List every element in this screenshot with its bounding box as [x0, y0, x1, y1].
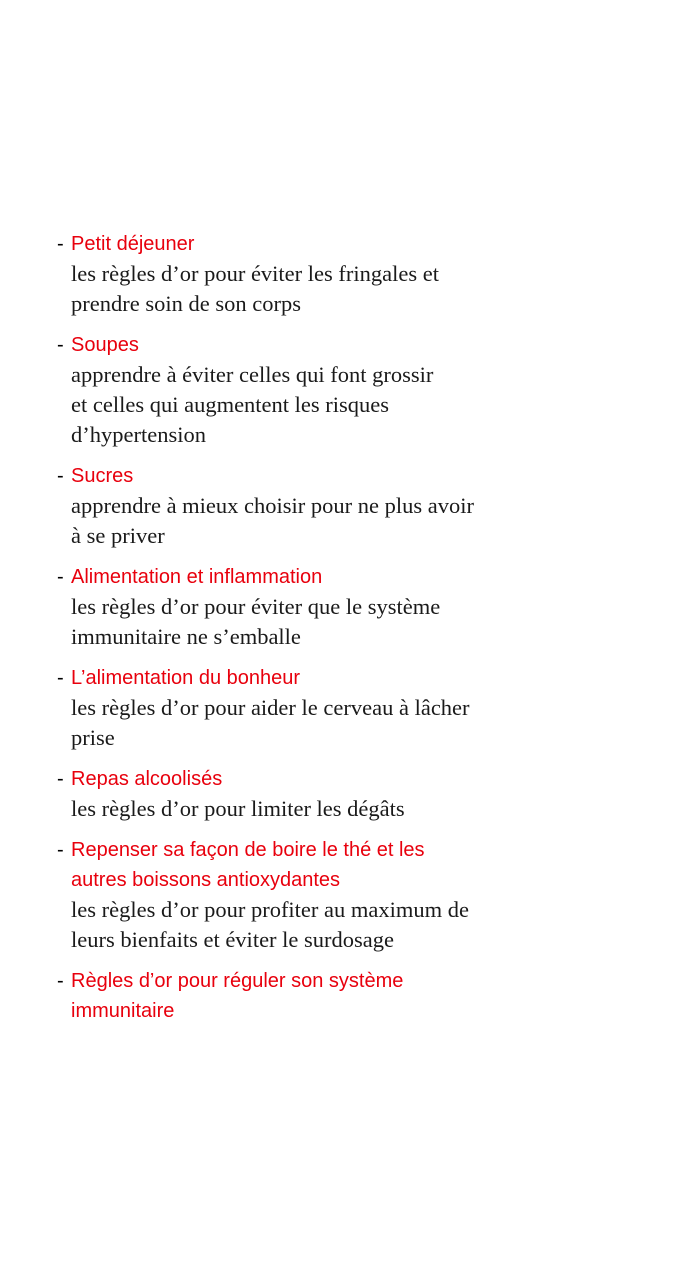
entry-title: Sucres — [71, 465, 134, 487]
entry-description: apprendre à éviter celles qui font grossir — [71, 362, 434, 387]
entry-description: leurs bienfaits et éviter le surdosage — [71, 927, 395, 952]
list-item — [57, 562, 657, 652]
entry-description: prendre soin de son corps — [71, 291, 301, 316]
entry-description: et celles qui augmentent les risques — [71, 392, 390, 417]
entry-description: les règles d’or pour profiter au maximum de — [71, 897, 470, 922]
bullet-dash: - — [57, 970, 64, 992]
list-item — [57, 966, 657, 1026]
entry-description: à se priver — [71, 523, 165, 548]
list-item — [57, 663, 657, 753]
bullet-dash: - — [57, 233, 64, 255]
entry-description: d’hypertension — [71, 422, 206, 447]
entry-title: Petit déjeuner — [71, 233, 195, 255]
bullet-dash: - — [57, 566, 64, 588]
list-item — [57, 835, 657, 955]
bullet-dash: - — [57, 334, 64, 356]
bullet-dash: - — [57, 465, 64, 487]
entry-title: L’alimentation du bonheur — [71, 667, 301, 689]
entry-description: les règles d’or pour limiter les dégâts — [71, 796, 405, 821]
entry-description: apprendre à mieux choisir pour ne plus avoir — [71, 493, 475, 518]
entry-title: Alimentation et inflammation — [71, 566, 323, 588]
list-item — [57, 229, 657, 319]
entry-description: les règles d’or pour aider le cerveau à lâcher — [71, 695, 470, 720]
entry-title: autres boissons antioxydantes — [71, 869, 341, 891]
entry-title: Repenser sa façon de boire le thé et les — [71, 839, 425, 861]
bullet-dash: - — [57, 839, 64, 861]
entry-title: immunitaire — [71, 1000, 175, 1022]
entry-description: les règles d’or pour éviter les fringales et — [71, 261, 439, 286]
list-item — [57, 330, 657, 450]
entry-title: Soupes — [71, 334, 139, 356]
list-item — [57, 461, 657, 551]
topic-list — [57, 229, 657, 1037]
bullet-dash: - — [57, 667, 64, 689]
entry-title: Repas alcoolisés — [71, 768, 223, 790]
entry-description: prise — [71, 725, 115, 750]
entry-title: Règles d’or pour réguler son système — [71, 970, 404, 992]
entry-description: les règles d’or pour éviter que le système — [71, 594, 441, 619]
entry-description: immunitaire ne s’emballe — [71, 624, 301, 649]
bullet-dash: - — [57, 768, 64, 790]
list-item — [57, 764, 657, 824]
